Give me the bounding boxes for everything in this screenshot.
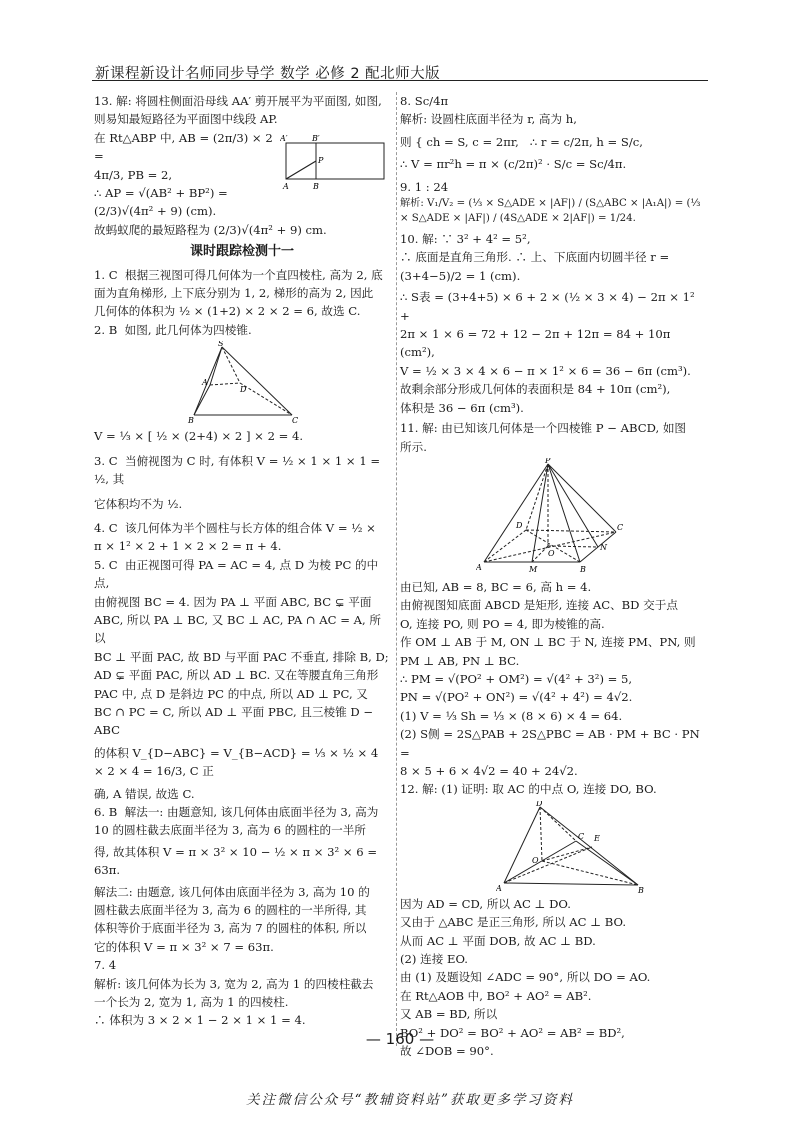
q9-block	[400, 178, 706, 226]
q7-line: ∴ 体积为 3 × 2 × 1 − 2 × 1 × 1 = 4.	[94, 1013, 306, 1028]
q1-line: 面为直角梯形, 上下底分别为 1, 2, 梯形的高为 2, 因此	[94, 286, 374, 301]
footer-note: 关注微信公众号“教辅资料站”获取更多学习资料	[246, 1092, 574, 1108]
q2-edge	[194, 385, 210, 415]
q5-line: BC ∩ PC = C, 所以 AD ⊥ 平面 PBC, 且三棱锥 D − ABC	[94, 704, 377, 738]
q13-unrolled-cylinder-figure	[280, 131, 390, 193]
q12-edge	[576, 841, 638, 885]
q10-line: 故剩余部分形成几何体的表面积是 84 + 10π (cm²),	[400, 382, 671, 397]
q11-line: 由俯视图知底面 ABCD 是矩形, 连接 AC、BD 交于点	[400, 598, 678, 613]
q12-edge	[504, 807, 540, 883]
q7-line: 一个长为 2, 宽为 1, 高为 1 的四棱柱.	[94, 995, 289, 1010]
q4-line: π × 1² × 2 + 1 × 2 × 2 = π + 4.	[94, 539, 282, 554]
page-header: 新课程新设计名师同步导学 数学 必修 2 配北师大版	[95, 66, 441, 82]
q10-line: ∴ S表 = (3+4+5) × 6 + 2 × (½ × 3 × 4) − 2π × 1² +	[400, 290, 699, 323]
q2-label-b: B	[188, 416, 194, 426]
q6-line: 它的体积 V = π × 3² × 7 = 63π.	[94, 939, 274, 954]
q7-line: 7. 4	[94, 958, 117, 973]
q2-label-d: D	[240, 385, 247, 395]
q2-edge	[222, 347, 240, 383]
q10-line: 2π × 1 × 6 = 72 + 12 − 2π + 12π = 84 + 10π (cm²),	[400, 327, 675, 360]
q13-label-a: A	[283, 181, 289, 191]
q12-line: 12. 解: (1) 证明: 取 AC 的中点 O, 连接 DO, BO.	[400, 782, 657, 797]
q7-line: 解析: 该几何体为长为 3, 宽为 2, 高为 1 的四棱柱截去	[94, 976, 374, 991]
q11-line: PM ⊥ AB, PN ⊥ BC.	[400, 653, 520, 668]
q11-block	[400, 419, 706, 780]
q11-edge	[548, 546, 598, 547]
q12-edge	[540, 807, 576, 841]
q2-label-c: C	[292, 416, 299, 426]
q13-label-b1: B′	[312, 133, 320, 143]
q5-line: 由俯视图 BC = 4. 因为 PA ⊥ 平面 ABC, BC ⊊ 平面	[94, 594, 372, 609]
q8-block	[400, 92, 706, 174]
q11-label-o: O	[548, 548, 555, 558]
q10-block	[400, 230, 706, 417]
q12-edge	[542, 847, 592, 861]
q11-edge	[532, 464, 548, 562]
q13-label-b: B	[313, 181, 319, 191]
q12-edge	[504, 883, 638, 885]
q6-line: 圆柱截去底面半径为 3, 高为 6 的圆柱的一半所得, 其	[94, 903, 367, 918]
q12-label-e: E	[594, 833, 600, 843]
right-column	[400, 92, 706, 1060]
q2-block	[94, 321, 390, 446]
q12-label-b: B	[638, 885, 644, 893]
q11-edge	[548, 464, 580, 562]
q6-line: 解法二: 由题意, 该几何体由底面半径为 3, 高为 10 的	[94, 884, 370, 899]
q12-line: 因为 AD = CD, 所以 AC ⊥ DO.	[400, 896, 571, 911]
q13-line: 在 Rt△ABP 中, AB = (2π/3) × 2 =	[94, 130, 277, 164]
q12-edge	[504, 841, 576, 883]
q12-line: 又 AB = BD, 所以	[400, 1007, 498, 1022]
q3-block	[94, 452, 390, 513]
q8-line: 解析: 设圆柱底面半径为 r, 高为 h,	[400, 112, 577, 127]
q11-label-c: C	[617, 522, 624, 532]
q12-tetrahedron-figure	[496, 801, 646, 893]
q2-line: 2. B 如图, 此几何体为四棱锥.	[94, 322, 252, 337]
q12-line: 又由于 △ABC 是正三角形, 所以 AC ⊥ BO.	[400, 915, 627, 930]
q11-line: 由已知, AB = 8, BC = 6, 高 h = 4.	[400, 579, 592, 594]
q13-block	[94, 92, 390, 239]
q11-label-n: N	[600, 542, 607, 552]
q11-label-a: A	[476, 562, 482, 572]
q12-block	[400, 780, 706, 1060]
q12-label-o: O	[532, 855, 539, 865]
q12-label-c: C	[578, 831, 585, 841]
q11-line: 11. 解: 由已知该几何体是一个四棱锥 P − ABCD, 如图	[400, 421, 687, 436]
q10-line: (3+4−5)/2 = 1 (cm).	[400, 268, 521, 283]
q2-edge	[210, 383, 240, 385]
q13-line: 13. 解: 将圆柱侧面沿母线 AA′ 剪开展平为平面图, 如图,	[94, 94, 382, 108]
left-column	[94, 92, 390, 1030]
q11-line: ∴ PM = √(PO² + OM²) = √(4² + 3²) = 5,	[400, 671, 633, 686]
q13-line: (2/3)√(4π² + 9) (cm).	[94, 204, 217, 219]
q11-line: PN = √(PO² + ON²) = √(4² + 4²) = 4√2.	[400, 690, 633, 705]
q11-label-p: P	[545, 457, 551, 465]
q11-edge	[526, 530, 616, 532]
q11-line: (1) V = ⅓ Sh = ⅓ × (8 × 6) × 4 = 64.	[400, 708, 623, 723]
q2-edge	[210, 347, 222, 385]
q8-line: 则 { ch = S, c = 2πr, ∴ r = c/2π, h = S/c,	[400, 134, 643, 149]
q11-line: 所示.	[400, 439, 427, 454]
q13-line-ap	[286, 161, 316, 179]
section-title: 课时跟踪检测十一	[189, 244, 294, 260]
q6-line: 10 的圆柱截去底面半径为 3, 高为 6 的圆柱的一半所	[94, 823, 366, 838]
q11-pyramid-figure	[476, 458, 626, 576]
page-number: — 160 —	[365, 1030, 435, 1048]
q12-line: BO² + DO² = BO² + AO² = AB² = BD²,	[400, 1025, 625, 1040]
q2-label-s: S	[218, 341, 224, 349]
q13-line: 则易知最短路径为平面图中线段 AP.	[94, 112, 278, 127]
q5-block	[94, 556, 390, 803]
q6-block	[94, 803, 390, 956]
q11-edge	[484, 464, 548, 562]
q12-edge	[540, 807, 542, 861]
q9-line: 9. 1 : 24	[400, 179, 449, 194]
q11-label-d: D	[516, 520, 523, 530]
q13-line: 4π/3, PB = 2,	[94, 167, 173, 182]
q13-rect	[286, 143, 384, 179]
q11-edge	[526, 464, 548, 530]
q2-edge	[222, 347, 292, 415]
q11-line: (2) S侧 = 2S△PAB + 2S△PBC = AB · PM + BC · PN =	[400, 727, 704, 760]
q11-edge	[548, 464, 616, 532]
q3-line: 3. C 当俯视图为 C 时, 有体积 V = ½ × 1 × 1 × 1 = ½, 其	[94, 453, 384, 487]
q5-line: BC ⊥ 平面 PAC, 故 BD 与平面 PAC 不垂直, 排除 B, D;	[94, 649, 389, 664]
column-divider	[396, 92, 397, 1046]
q2-line: V = ⅓ × [ ½ × (2+4) × 2 ] × 2 = 4.	[94, 429, 304, 444]
q11-edge	[548, 464, 598, 547]
q12-edge	[504, 847, 592, 883]
q6-line: 6. B 解法一: 由题意知, 该几何体由底面半径为 3, 高为	[94, 805, 379, 819]
q11-label-b: B	[580, 564, 586, 574]
q11-line: O, 连接 PO, 则 PO = 4, 即为棱锥的高.	[400, 616, 605, 631]
q12-line: 故 ∠DOB = 90°.	[400, 1044, 494, 1059]
q8-line: ∴ V = πr²h = π × (c/2π)² · S/c = Sc/4π.	[400, 157, 627, 172]
q10-line: ∴ 底面是直角三角形. ∴ 上、下底面内切圆半径 r =	[400, 250, 670, 265]
q4-line: 4. C 该几何体为半个圆柱与长方体的组合体 V = ½ ×	[94, 520, 376, 535]
q12-label-d: D	[536, 800, 543, 808]
q11-label-m: M	[529, 564, 538, 574]
q5-line: 的体积 V_{D−ABC} = V_{B−ACD} = ⅓ × ½ × 4 × 2 × 4 = 16/3, C 正	[94, 745, 382, 779]
q11-line: 8 × 5 + 6 × 4√2 = 40 + 24√2.	[400, 763, 578, 778]
q12-line: 由 (1) 及题设知 ∠ADC = 90°, 所以 DO = AO.	[400, 970, 651, 985]
q3-line: 它体积均不为 ½.	[94, 496, 183, 511]
q10-line: V = ½ × 3 × 4 × 6 − π × 1² × 6 = 36 − 6π (cm³).	[400, 363, 691, 378]
q13-line: ∴ AP = √(AB² + BP²) =	[94, 186, 228, 201]
q12-line: 从而 AC ⊥ 平面 DOB, 故 AC ⊥ BD.	[400, 933, 596, 948]
q2-label-a: A	[202, 378, 208, 388]
q1-block	[94, 266, 390, 321]
header-rule	[92, 80, 708, 81]
q4-block	[94, 519, 390, 556]
q13-line: 故蚂蚁爬的最短路程为 (2/3)√(4π² + 9) cm.	[94, 222, 327, 237]
q5-line: 确, A 错误, 故选 C.	[94, 786, 195, 801]
q13-label-p: P	[318, 155, 324, 165]
q2-edge	[240, 383, 292, 415]
q5-line: PAC 中, 点 D 是斜边 PC 的中点, 所以 AD ⊥ PC, 又	[94, 686, 368, 701]
q13-label-a1: A′	[280, 133, 288, 143]
q2-edge	[194, 347, 222, 415]
q9-line: 解析: V₁/V₂ = (⅓ × S△ADE × |AF|) / (S△ABC × |A₁A|) = (⅓ × S△ADE × |AF|) / (4S△ADE × 2|AF|) = 1/24.	[400, 198, 704, 225]
q10-line: 10. 解: ∵ 3² + 4² = 5²,	[400, 232, 531, 247]
q12-line: 在 Rt△AOB 中, BO² + AO² = AB².	[400, 988, 592, 1003]
q5-line: 5. C 由正视图可得 PA = AC = 4, 点 D 为棱 PC 的中点,	[94, 557, 379, 591]
q8-line: 8. Sc/4π	[400, 94, 449, 108]
q12-line: (2) 连接 EO.	[400, 952, 468, 966]
q1-line: 1. C 根据三视图可得几何体为一个直四棱柱, 高为 2, 底	[94, 267, 383, 282]
q12-label-a: A	[496, 883, 502, 893]
q12-edge	[540, 807, 638, 885]
q1-line: 几何体的体积为 ½ × (1+2) × 2 × 2 = 6, 故选 C.	[94, 304, 361, 319]
q5-line: ABC, 所以 PA ⊥ BC, 又 BC ⊥ AC, PA ∩ AC = A, 所以	[94, 612, 381, 646]
q2-pyramid-figure	[174, 341, 324, 425]
q10-line: 体积是 36 − 6π (cm³).	[400, 400, 524, 415]
q11-line: 作 OM ⊥ AB 于 M, ON ⊥ BC 于 N, 连接 PM、PN, 则	[400, 635, 696, 650]
q7-block	[94, 956, 390, 1030]
q6-line: 得, 故其体积 V = π × 3² × 10 − ½ × π × 3² × 6 = 63π.	[94, 844, 381, 878]
q5-line: AD ⊊ 平面 PAC, 所以 AD ⊥ BC. 又在等腰直角三角形	[94, 668, 379, 683]
q6-line: 体积等价于底面半径为 3, 高为 7 的圆柱的体积, 所以	[94, 921, 367, 936]
